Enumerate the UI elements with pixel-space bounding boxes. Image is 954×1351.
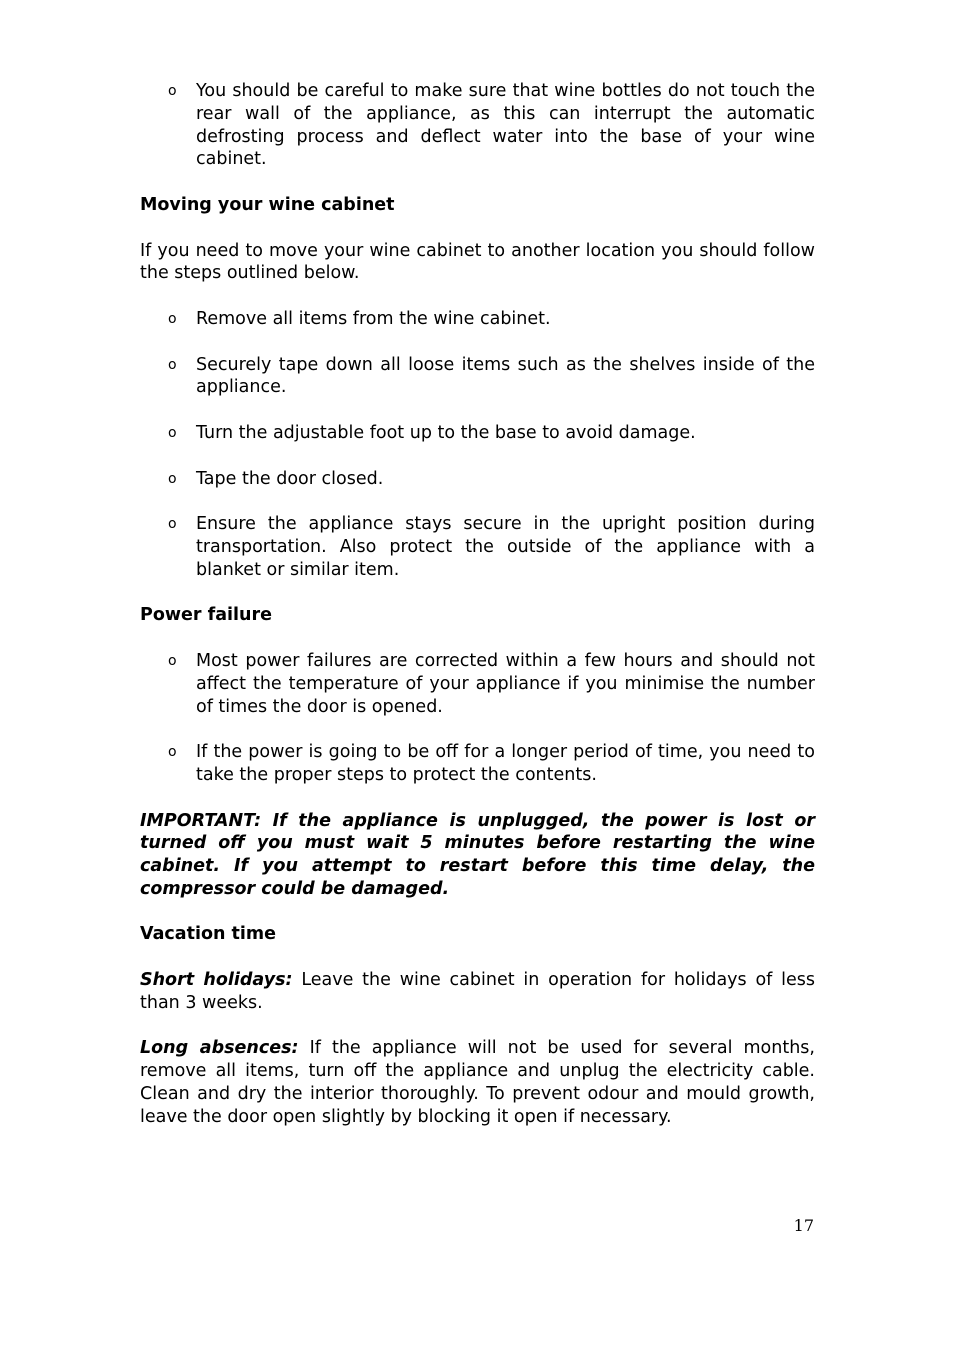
bullet-marker: o — [168, 83, 177, 99]
document-page — [140, 80, 815, 1129]
long-absences-text: If the appliance will not be used for several months, remove all items, turn off the appliance and unplug the electricity cable. Clean and dry the interior thoroughly. To prevent odour and mould growth, leave the door open slightly by blocking it open if necessary. — [140, 1038, 815, 1127]
short-holidays-label: Short holidays: — [140, 970, 293, 991]
bullet-marker: o — [168, 516, 177, 533]
list-item-text: Tape the door closed. — [196, 468, 384, 489]
list-item-text: You should be careful to make sure that wine bottles do not touch the rear wall of the appliance, as this can interrupt the automatic defrosting process and deflect water into the base of your wine cabinet. — [196, 81, 815, 170]
list-item — [140, 80, 815, 171]
list-item-text: Turn the adjustable foot up to the base to avoid damage. — [196, 422, 696, 443]
bullet-marker: o — [168, 470, 177, 487]
bullet-marker: o — [168, 310, 177, 327]
bullet-marker: o — [168, 356, 177, 373]
section-heading-power: Power failure — [140, 605, 272, 626]
bullet-marker: o — [168, 424, 177, 441]
list-item-text: Ensure the appliance stays secure in the upright position during transportation. Also protect the outside of the appliance with a blanket or similar item. — [196, 514, 815, 580]
list-item — [140, 650, 815, 718]
bullet-marker: o — [168, 744, 177, 761]
list-item-text: Most power failures are corrected within a few hours and should not affect the temperature of your appliance if you minimise the number of times the door is opened. — [196, 650, 815, 717]
list-item — [140, 354, 815, 400]
page-number: 17 — [793, 1216, 814, 1235]
list-item — [140, 422, 815, 445]
list-item — [140, 468, 815, 491]
list-item-text: Securely tape down all loose items such as the shelves inside of the appliance. — [196, 354, 815, 398]
list-item — [140, 513, 815, 581]
short-holidays-text: Leave the wine cabinet in operation for holidays of less than 3 weeks. — [140, 970, 815, 1013]
long-absences-paragraph — [140, 1037, 815, 1128]
moving-intro: If you need to move your wine cabinet to another location you should follow the steps outlined below. — [140, 240, 815, 284]
short-holidays-paragraph — [140, 969, 815, 1015]
bullet-marker: o — [168, 652, 177, 669]
list-item — [140, 308, 815, 331]
section-heading-vacation: Vacation time — [140, 924, 276, 945]
list-item-text: Remove all items from the wine cabinet. — [196, 308, 551, 329]
list-item — [140, 741, 815, 787]
section-heading-moving: Moving your wine cabinet — [140, 194, 395, 215]
list-item-text: If the power is going to be off for a longer period of time, you need to take the proper steps to protect the contents. — [196, 742, 815, 785]
long-absences-label: Long absences: — [140, 1038, 299, 1059]
important-notice: IMPORTANT: If the appliance is unplugged, the power is lost or turned off you must wait 5 minutes before restarting the wine cabinet. If you attempt to restart before this time delay, the compressor could be damaged. — [140, 810, 815, 899]
